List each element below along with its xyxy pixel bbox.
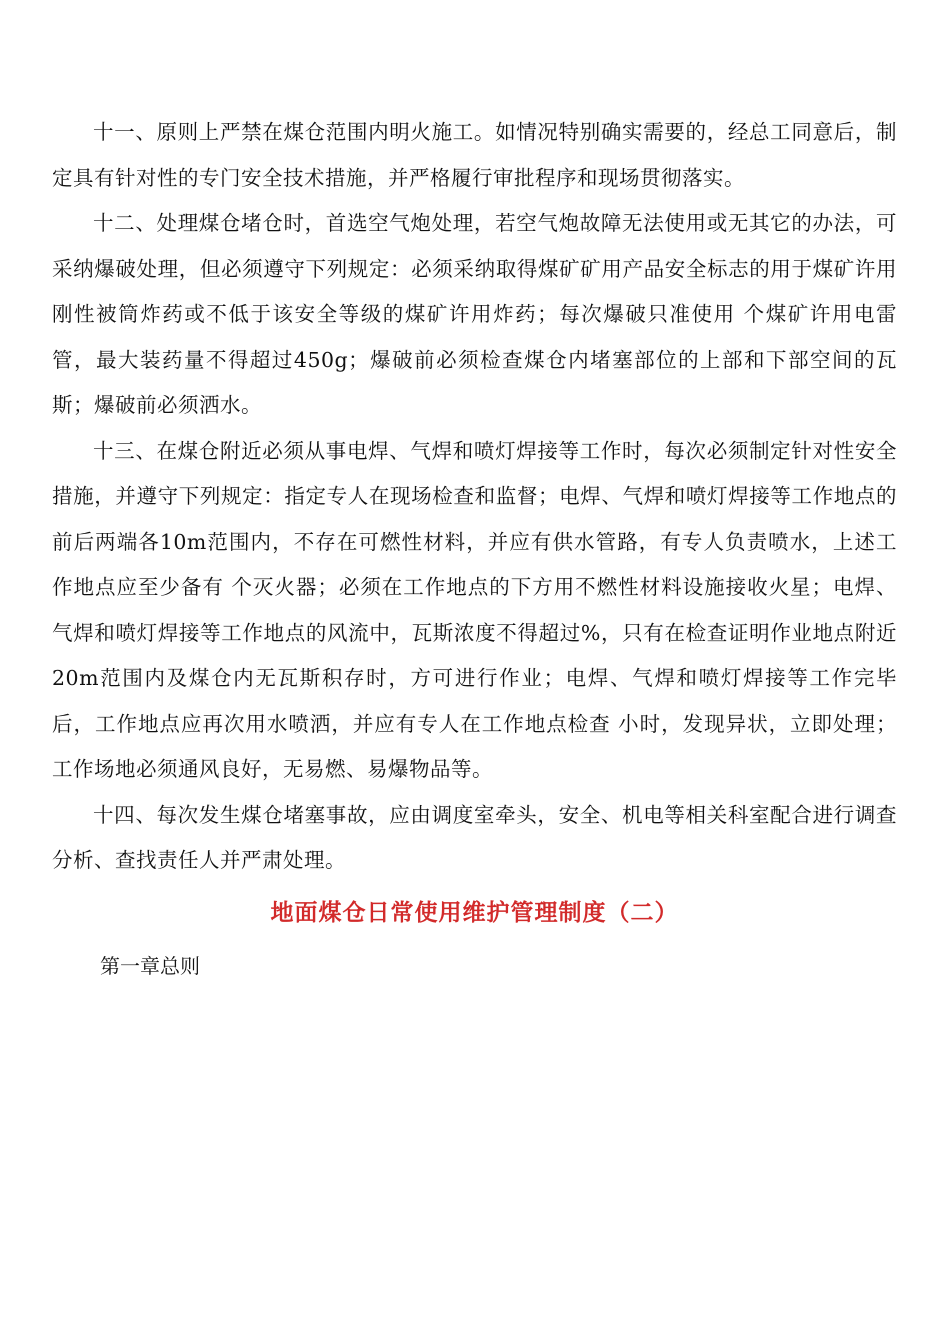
section-title: 地面煤仓日常使用维护管理制度（二） bbox=[270, 898, 679, 926]
paragraph-14: 十四、每次发生煤仓堵塞事故，应由调度室牵头，安全、机电等相关科室配合进行调查分析、查找责任人并严肃处理。 bbox=[52, 802, 897, 872]
paragraph-11: 十一、原则上严禁在煤仓范围内明火施工。如情况特别确实需要的，经总工同意后，制定具有针对性的专门安全技术措施，并严格履行审批程序和现场贯彻落实。 bbox=[52, 120, 897, 190]
paragraph-12: 十二、处理煤仓堵仓时，首选空气炮处理，若空气炮故障无法使用或无其它的办法，可采纳爆破处理，但必须遵守下列规定：必须采纳取得煤矿矿用产品安全标志的用于煤矿许用刚性被筒炸药或不低于该安全等级的煤矿许用炸药；每次爆破只准使用 个煤矿许用电雷管，最大装药量不得超过450g；爆破前必须检查煤仓内堵塞部位的上部和下部空间的瓦斯；爆破前必须洒水。 bbox=[52, 211, 897, 417]
chapter-heading: 第一章总则 bbox=[100, 953, 200, 978]
paragraph-13: 十三、在煤仓附近必须从事电焊、气焊和喷灯焊接等工作时，每次必须制定针对性安全措施，并遵守下列规定：指定专人在现场检查和监督；电焊、气焊和喷灯焊接等工作地点的前后两端各10m范围内，不存在可燃性材料，并应有供水管路，有专人负责喷水，上述工作地点应至少备有 个灭火器；必须在工作地点的下方用不燃性材料设施接收火星；电焊、气焊和喷灯焊接等工作地点的风流中，瓦斯浓度不得超过%，只有在检查证明作业地点附近20m范围内及煤仓内无瓦斯积存时，方可进行作业；电焊、气焊和喷灯焊接等工作完毕后，工作地点应再次用水喷洒，并应有专人在工作地点检查 小时，发现异状，立即处理；工作场地必须通风良好，无易燃、易爆物品等。 bbox=[52, 438, 897, 781]
document-page bbox=[52, 110, 897, 988]
